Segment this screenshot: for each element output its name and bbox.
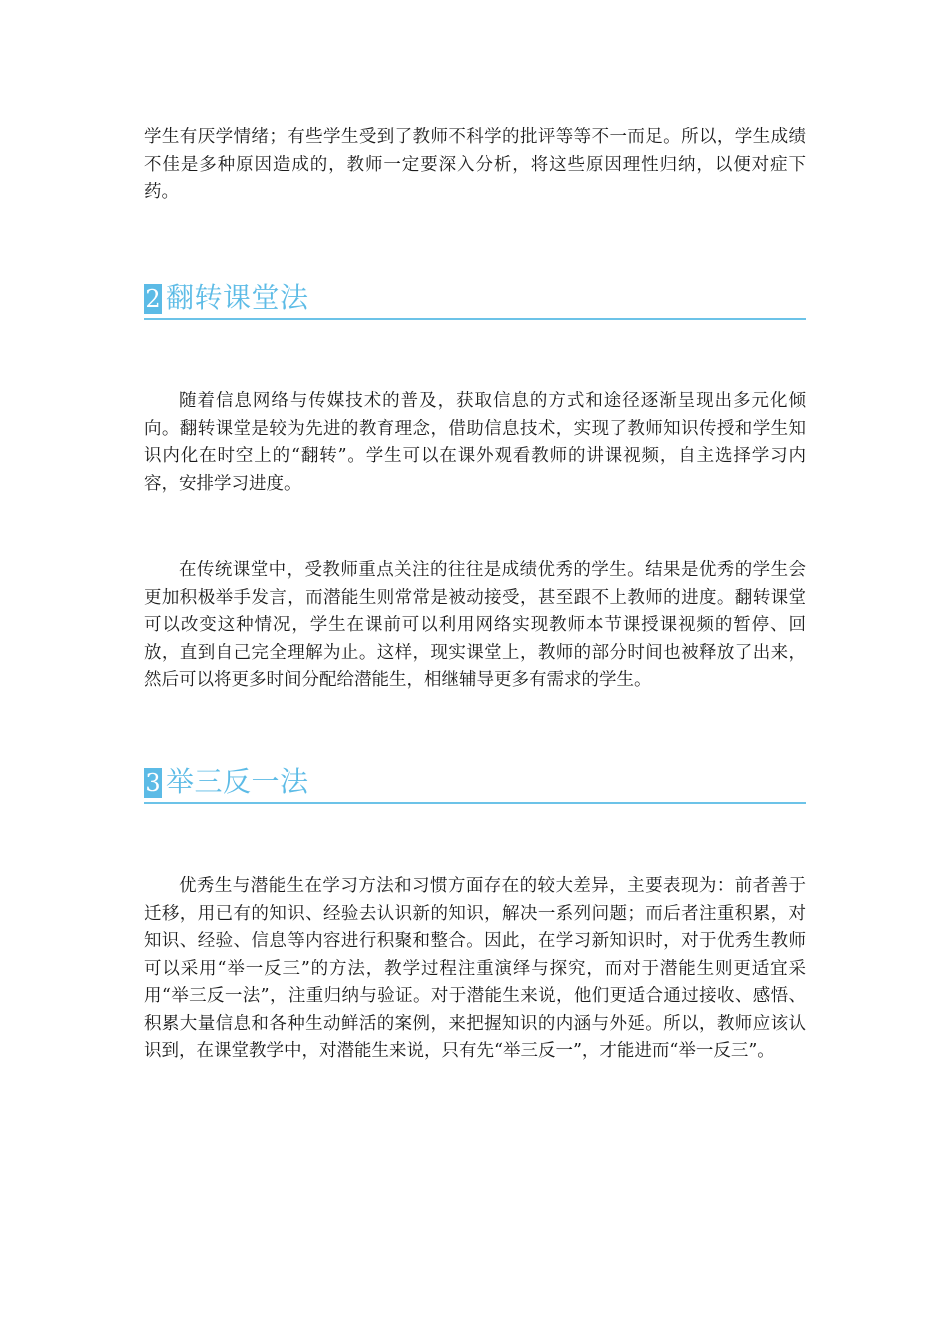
section-number-badge: 2	[145, 285, 161, 313]
section2-paragraph-1: 随着信息网络与传媒技术的普及，获取信息的方式和途径逐渐呈现出多元化倾向。翻转课堂是较为先进的教育理念，借助信息技术，实现了教师知识传授和学生知识内化在时空上的“翻转”。学生可以在课外观看教师的讲课视频，自主选择学习内容，安排学习进度。	[144, 391, 806, 494]
section-heading-2	[144, 272, 806, 320]
section-title: 翻转课堂法	[166, 281, 309, 314]
section-heading-3	[144, 756, 806, 804]
section3-paragraph-1: 优秀生与潜能生在学习方法和习惯方面存在的较大差异，主要表现为：前者善于迁移，用已有的知识、经验去认识新的知识，解决一系列问题；而后者注重积累，对知识、经验、信息等内容进行积聚和整合。因此，在学习新知识时，对于优秀生教师可以采用“举一反三”的方法，教学过程注重演绎与探究，而对于潜能生则更适宜采用“举三反一法”，注重归纳与验证。对于潜能生来说，他们更适合通过接收、感悟、积累大量信息和各种生动鲜活的案例，来把握知识的内涵与外延。所以，教师应该认识到，在课堂教学中，对潜能生来说，只有先“举三反一”，才能进而“举一反三”。	[144, 876, 806, 1061]
section-title: 举三反一法	[166, 765, 309, 798]
section2-paragraph-2: 在传统课堂中，受教师重点关注的往往是成绩优秀的学生。结果是优秀的学生会更加积极举手发言，而潜能生则常常是被动接受，甚至跟不上教师的进度。翻转课堂可以改变这种情况，学生在课前可以利用网络实现教师本节课授课视频的暂停、回放，直到自己完全理解为止。这样，现实课堂上，教师的部分时间也被释放了出来，然后可以将更多时间分配给潜能生，相继辅导更多有需求的学生。	[144, 560, 806, 690]
document-page	[144, 0, 806, 1344]
intro-paragraph: 学生有厌学情绪；有些学生受到了教师不科学的批评等等不一而足。所以，学生成绩不佳是多种原因造成的，教师一定要深入分析，将这些原因理性归纳，以便对症下药。	[144, 127, 806, 202]
section-number-badge: 3	[145, 769, 161, 797]
